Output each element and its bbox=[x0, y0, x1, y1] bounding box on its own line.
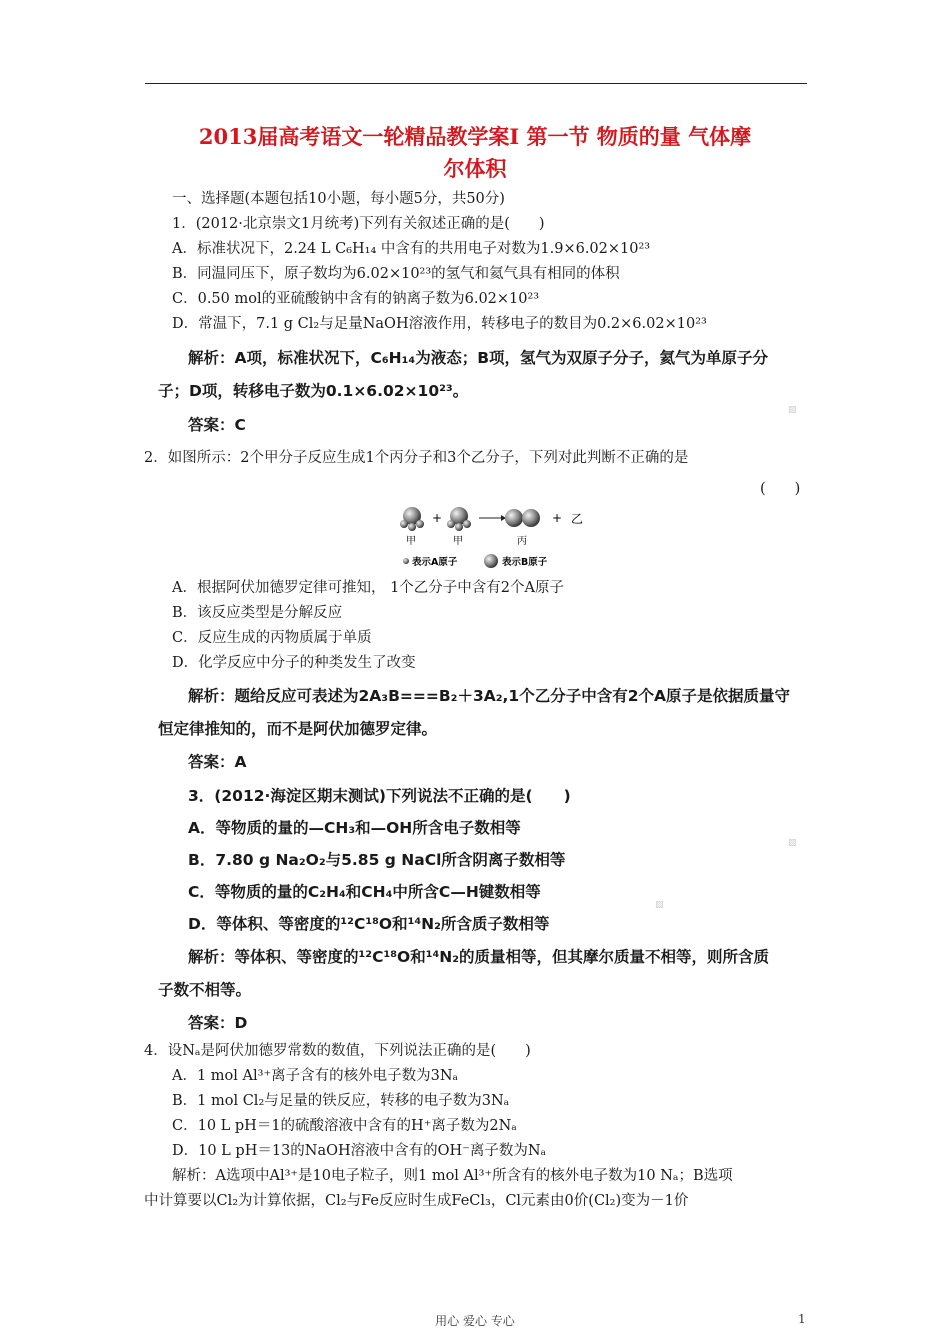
q3-stem: 3．(2012·海淀区期末测试)下列说法不正确的是( ) bbox=[188, 787, 571, 805]
q2-analysis-line2: 恒定律推知的，而不是阿伏加德罗定律。 bbox=[158, 720, 438, 738]
q1-analysis-line2: 子；D项，转移电子数为0.1×6.02×10²³。 bbox=[158, 382, 469, 400]
q2-option-d: D．化学反应中分子的种类发生了改变 bbox=[172, 655, 416, 671]
q1-option-c: C．0.50 mol的亚硫酸钠中含有的钠离子数为6.02×10²³ bbox=[172, 291, 540, 307]
q2-answer-paren: ( ) bbox=[760, 481, 801, 497]
fig-label-yi: 乙 bbox=[571, 512, 584, 526]
q3-option-d: D．等体积、等密度的¹²C¹⁸O和¹⁴N₂所含质子数相等 bbox=[188, 915, 550, 933]
watermark: ▨ bbox=[788, 405, 797, 415]
q4-analysis-line1: 解析：A选项中Al³⁺是10电子粒子，则1 mol Al³⁺所含有的核外电子数为10 Nₐ；B选项 bbox=[172, 1168, 733, 1184]
q4-analysis-line2: 中计算要以Cl₂为计算依据，Cl₂与Fe反应时生成FeCl₃，Cl元素由0价(Cl₂)变为－1价 bbox=[144, 1193, 689, 1209]
fig-label-jia-2: 甲 bbox=[453, 536, 463, 547]
q4-option-a: A．1 mol Al³⁺离子含有的核外电子数为3Nₐ bbox=[172, 1068, 459, 1084]
q1-analysis-line1: 解析：A项，标准状况下，C₆H₁₄为液态；B项，氢气为双原子分子，氦气为单原子分 bbox=[188, 349, 769, 367]
q2-answer: 答案：A bbox=[188, 753, 247, 771]
watermark: ▨ bbox=[655, 900, 664, 910]
q2-option-b: B．该反应类型是分解反应 bbox=[172, 605, 343, 621]
q1-option-b: B．同温同压下，原子数均为6.02×10²³的氢气和氦气具有相同的体积 bbox=[172, 266, 620, 282]
legend-a-atom-icon bbox=[403, 558, 409, 564]
legend-b-text: 表示B原子 bbox=[502, 557, 548, 568]
q1-answer: 答案：C bbox=[188, 416, 246, 434]
q2-stem: 2．如图所示：2个甲分子反应生成1个丙分子和3个乙分子，下列对此判断不正确的是 bbox=[144, 450, 689, 466]
q1-option-d: D．常温下，7.1 g Cl₂与足量NaOH溶液作用，转移电子的数目为0.2×6.02×10²³ bbox=[172, 316, 707, 332]
header-rule bbox=[145, 83, 807, 84]
section-heading: 一、选择题(本题包括10小题，每小题5分，共50分) bbox=[172, 191, 505, 207]
watermark: ▨ bbox=[788, 838, 797, 848]
q3-answer: 答案：D bbox=[188, 1014, 248, 1032]
q4-option-b: B．1 mol Cl₂与足量的铁反应，转移的电子数为3Nₐ bbox=[172, 1093, 510, 1109]
molecule-bing bbox=[505, 509, 540, 527]
page-title-line1: 2013届高考语文一轮精品教学案Ⅰ 第一节 物质的量 气体摩 bbox=[198, 124, 752, 149]
q3-analysis-line1: 解析：等体积、等密度的¹²C¹⁸O和¹⁴N₂的质量相等，但其摩尔质量不相等，则所含质 bbox=[188, 948, 770, 966]
q4-option-c: C．10 L pH＝1的硫酸溶液中含有的H⁺离子数为2Nₐ bbox=[172, 1118, 517, 1134]
reaction-diagram bbox=[395, 503, 595, 571]
footer-text: 用心 爱心 专心 bbox=[435, 1314, 515, 1328]
q1-option-a: A．标准状况下，2.24 L C₆H₁₄ 中含有的共用电子对数为1.9×6.02×10²³ bbox=[172, 241, 651, 257]
q3-option-b: B．7.80 g Na₂O₂与5.85 g NaCl所含阴离子数相等 bbox=[188, 851, 566, 869]
legend-b-atom-icon bbox=[484, 554, 498, 568]
page-title-line2: 尔体积 bbox=[443, 156, 507, 181]
molecule-jia-2 bbox=[447, 507, 471, 531]
q2-analysis-line1: 解析：题给反应可表述为2A₃B===B₂＋3A₂,1个乙分子中含有2个A原子是依据质量守 bbox=[188, 687, 790, 705]
q4-stem: 4．设Nₐ是阿伏加德罗常数的数值，下列说法正确的是( ) bbox=[144, 1043, 531, 1059]
q1-stem: 1．(2012·北京崇文1月统考)下列有关叙述正确的是( ) bbox=[172, 216, 545, 232]
q2-option-a: A．根据阿伏加德罗定律可推知， 1个乙分子中含有2个A原子 bbox=[172, 580, 565, 596]
page-number: 1 bbox=[798, 1312, 806, 1326]
q2-option-c: C．反应生成的丙物质属于单质 bbox=[172, 630, 372, 646]
molecule-jia-1 bbox=[400, 507, 424, 531]
q3-option-c: C．等物质的量的C₂H₄和CH₄中所含C—H键数相等 bbox=[188, 883, 541, 901]
fig-plus-2: + bbox=[552, 511, 563, 525]
q3-analysis-line2: 子数不相等。 bbox=[158, 981, 252, 999]
fig-label-jia-1: 甲 bbox=[406, 536, 416, 547]
legend-a-text: 表示A原子 bbox=[412, 557, 458, 568]
q3-option-a: A．等物质的量的—CH₃和—OH所含电子数相等 bbox=[188, 819, 521, 837]
fig-plus-1: + bbox=[432, 511, 443, 525]
q4-option-d: D．10 L pH＝13的NaOH溶液中含有的OH⁻离子数为Nₐ bbox=[172, 1143, 547, 1159]
fig-label-bing: 丙 bbox=[517, 536, 527, 547]
